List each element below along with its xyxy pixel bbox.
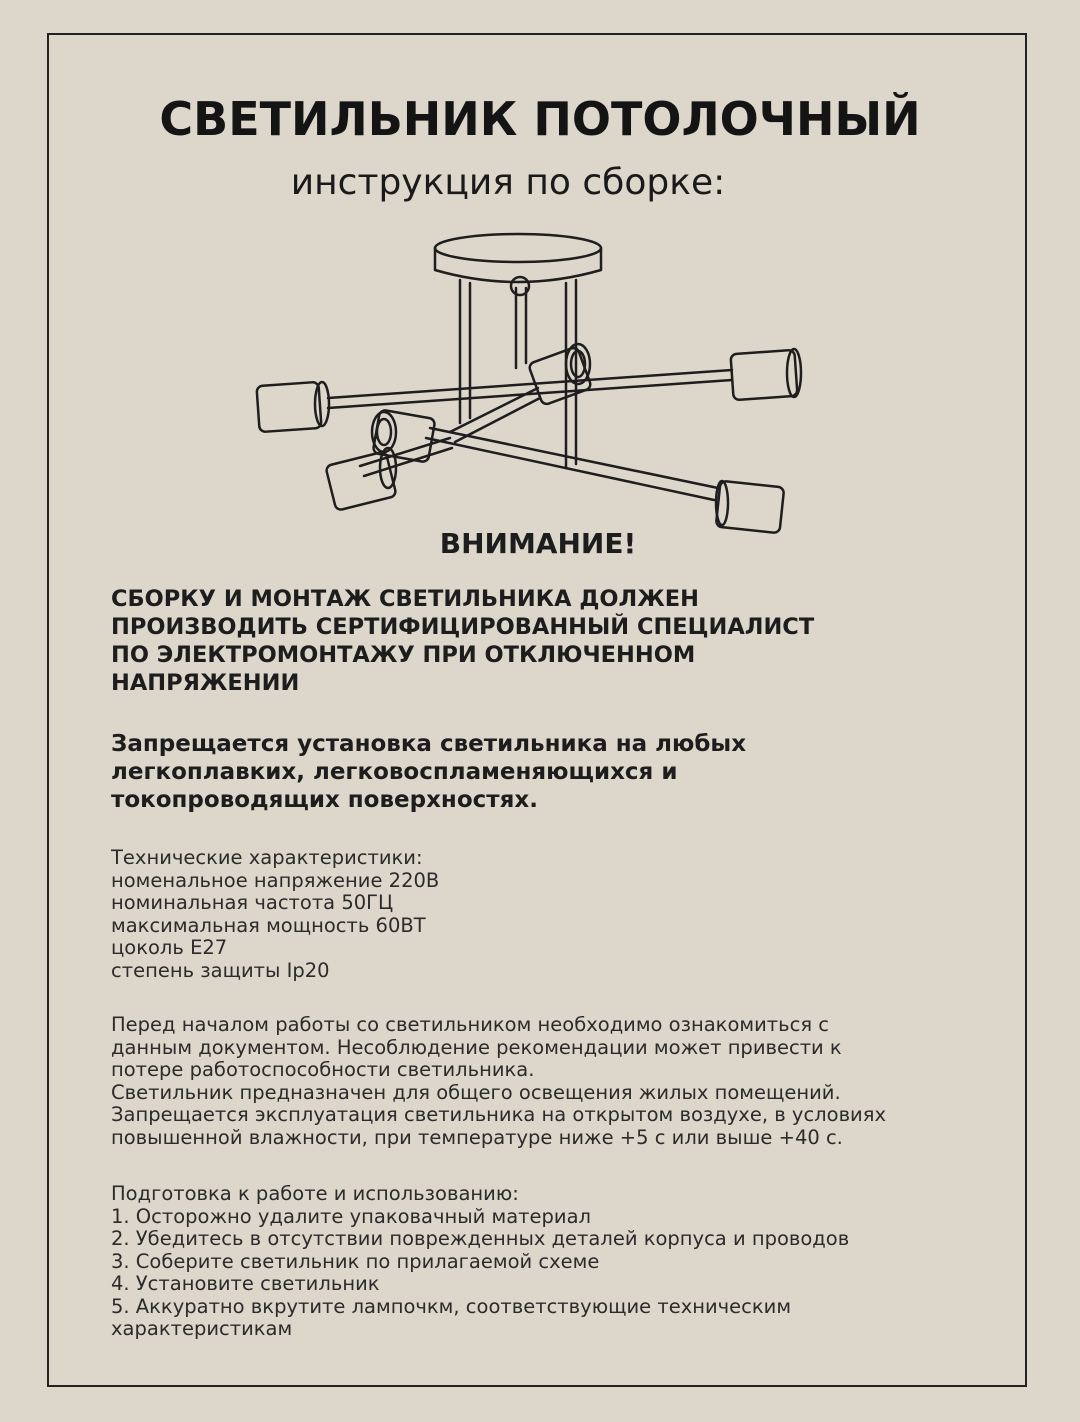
usage-notes (111, 1014, 1011, 1149)
prohibition-line: Запрещается установка светильника на любых (111, 731, 747, 757)
note-line: Перед началом работы со светильником необходимо ознакомиться с (111, 1013, 829, 1036)
preparation-step: характеристикам (111, 1317, 293, 1340)
socket-right (730, 349, 801, 400)
ceiling-lamp-illustration (240, 228, 820, 538)
note-line: данным документом. Несоблюдение рекомендации может привести к (111, 1035, 842, 1059)
warning-text (111, 585, 971, 697)
note-line: потере работоспособности светильника. (111, 1058, 535, 1081)
socket-left (256, 382, 329, 432)
prohibition-text (111, 730, 971, 814)
socket-bottom-right (716, 481, 784, 533)
technical-specs (111, 847, 1011, 982)
prohibition-line: токопроводящих поверхностях. (111, 787, 538, 813)
warning-line: НАПРЯЖЕНИИ (111, 670, 300, 696)
page-title: СВЕТИЛЬНИК ПОТОЛОЧНЫЙ (159, 92, 921, 146)
spec-item: максимальная мощность 60ВТ (111, 913, 426, 937)
attention-heading: ВНИМАНИЕ! (439, 527, 637, 560)
canopy-top (435, 234, 601, 262)
socket-center-lower (372, 409, 435, 462)
warning-line: ПРОИЗВОДИТЬ СЕРТИФИЦИРОВАННЫЙ СПЕЦИАЛИСТ (111, 614, 815, 640)
preparation-step: 2. Убедитесь в отсутствии поврежденных деталей корпуса и проводов (111, 1227, 850, 1250)
arm-lower (430, 428, 718, 488)
note-line: Запрещается эксплуатация светильника на открытом воздухе, в условиях (111, 1103, 887, 1126)
preparation-heading: Подготовка к работе и использованию: (111, 1182, 519, 1205)
preparation-steps (111, 1183, 1011, 1341)
socket-center-upper (528, 344, 592, 406)
warning-line: ПО ЭЛЕКТРОМОНТАЖУ ПРИ ОТКЛЮЧЕННОМ (111, 642, 696, 668)
note-line: Светильник предназначен для общего освещения жилых помещений. (111, 1080, 841, 1104)
note-line: повышенной влажности, при температуре ниже +5 с или выше +40 с. (111, 1125, 843, 1149)
preparation-step: 5. Аккуратно вкрутите лампочкм, соответствующие техническим (111, 1294, 792, 1318)
spec-item: степень защиты Ip20 (111, 958, 330, 982)
socket-bottom-left (325, 448, 396, 511)
preparation-step: 4. Установите светильник (111, 1272, 380, 1295)
arm-diagonal-1 (450, 388, 538, 432)
warning-line: СБОРКУ И МОНТАЖ СВЕТИЛЬНИКА ДОЛЖЕН (111, 586, 699, 612)
specs-heading: Технические характеристики: (111, 846, 423, 869)
page-subtitle: инструкция по сборке: (290, 162, 726, 203)
preparation-step: 1. Осторожно удалите упаковачный материал (111, 1204, 591, 1228)
spec-item: номинальная частота 50ГЦ (111, 891, 394, 914)
prohibition-line: легкоплавких, легковоспламеняющихся и (111, 759, 678, 785)
spec-item: номенальное напряжение 220В (111, 868, 440, 892)
preparation-step: 3. Соберите светильник по прилагаемой схеме (111, 1249, 600, 1273)
spec-item: цоколь Е27 (111, 936, 228, 959)
